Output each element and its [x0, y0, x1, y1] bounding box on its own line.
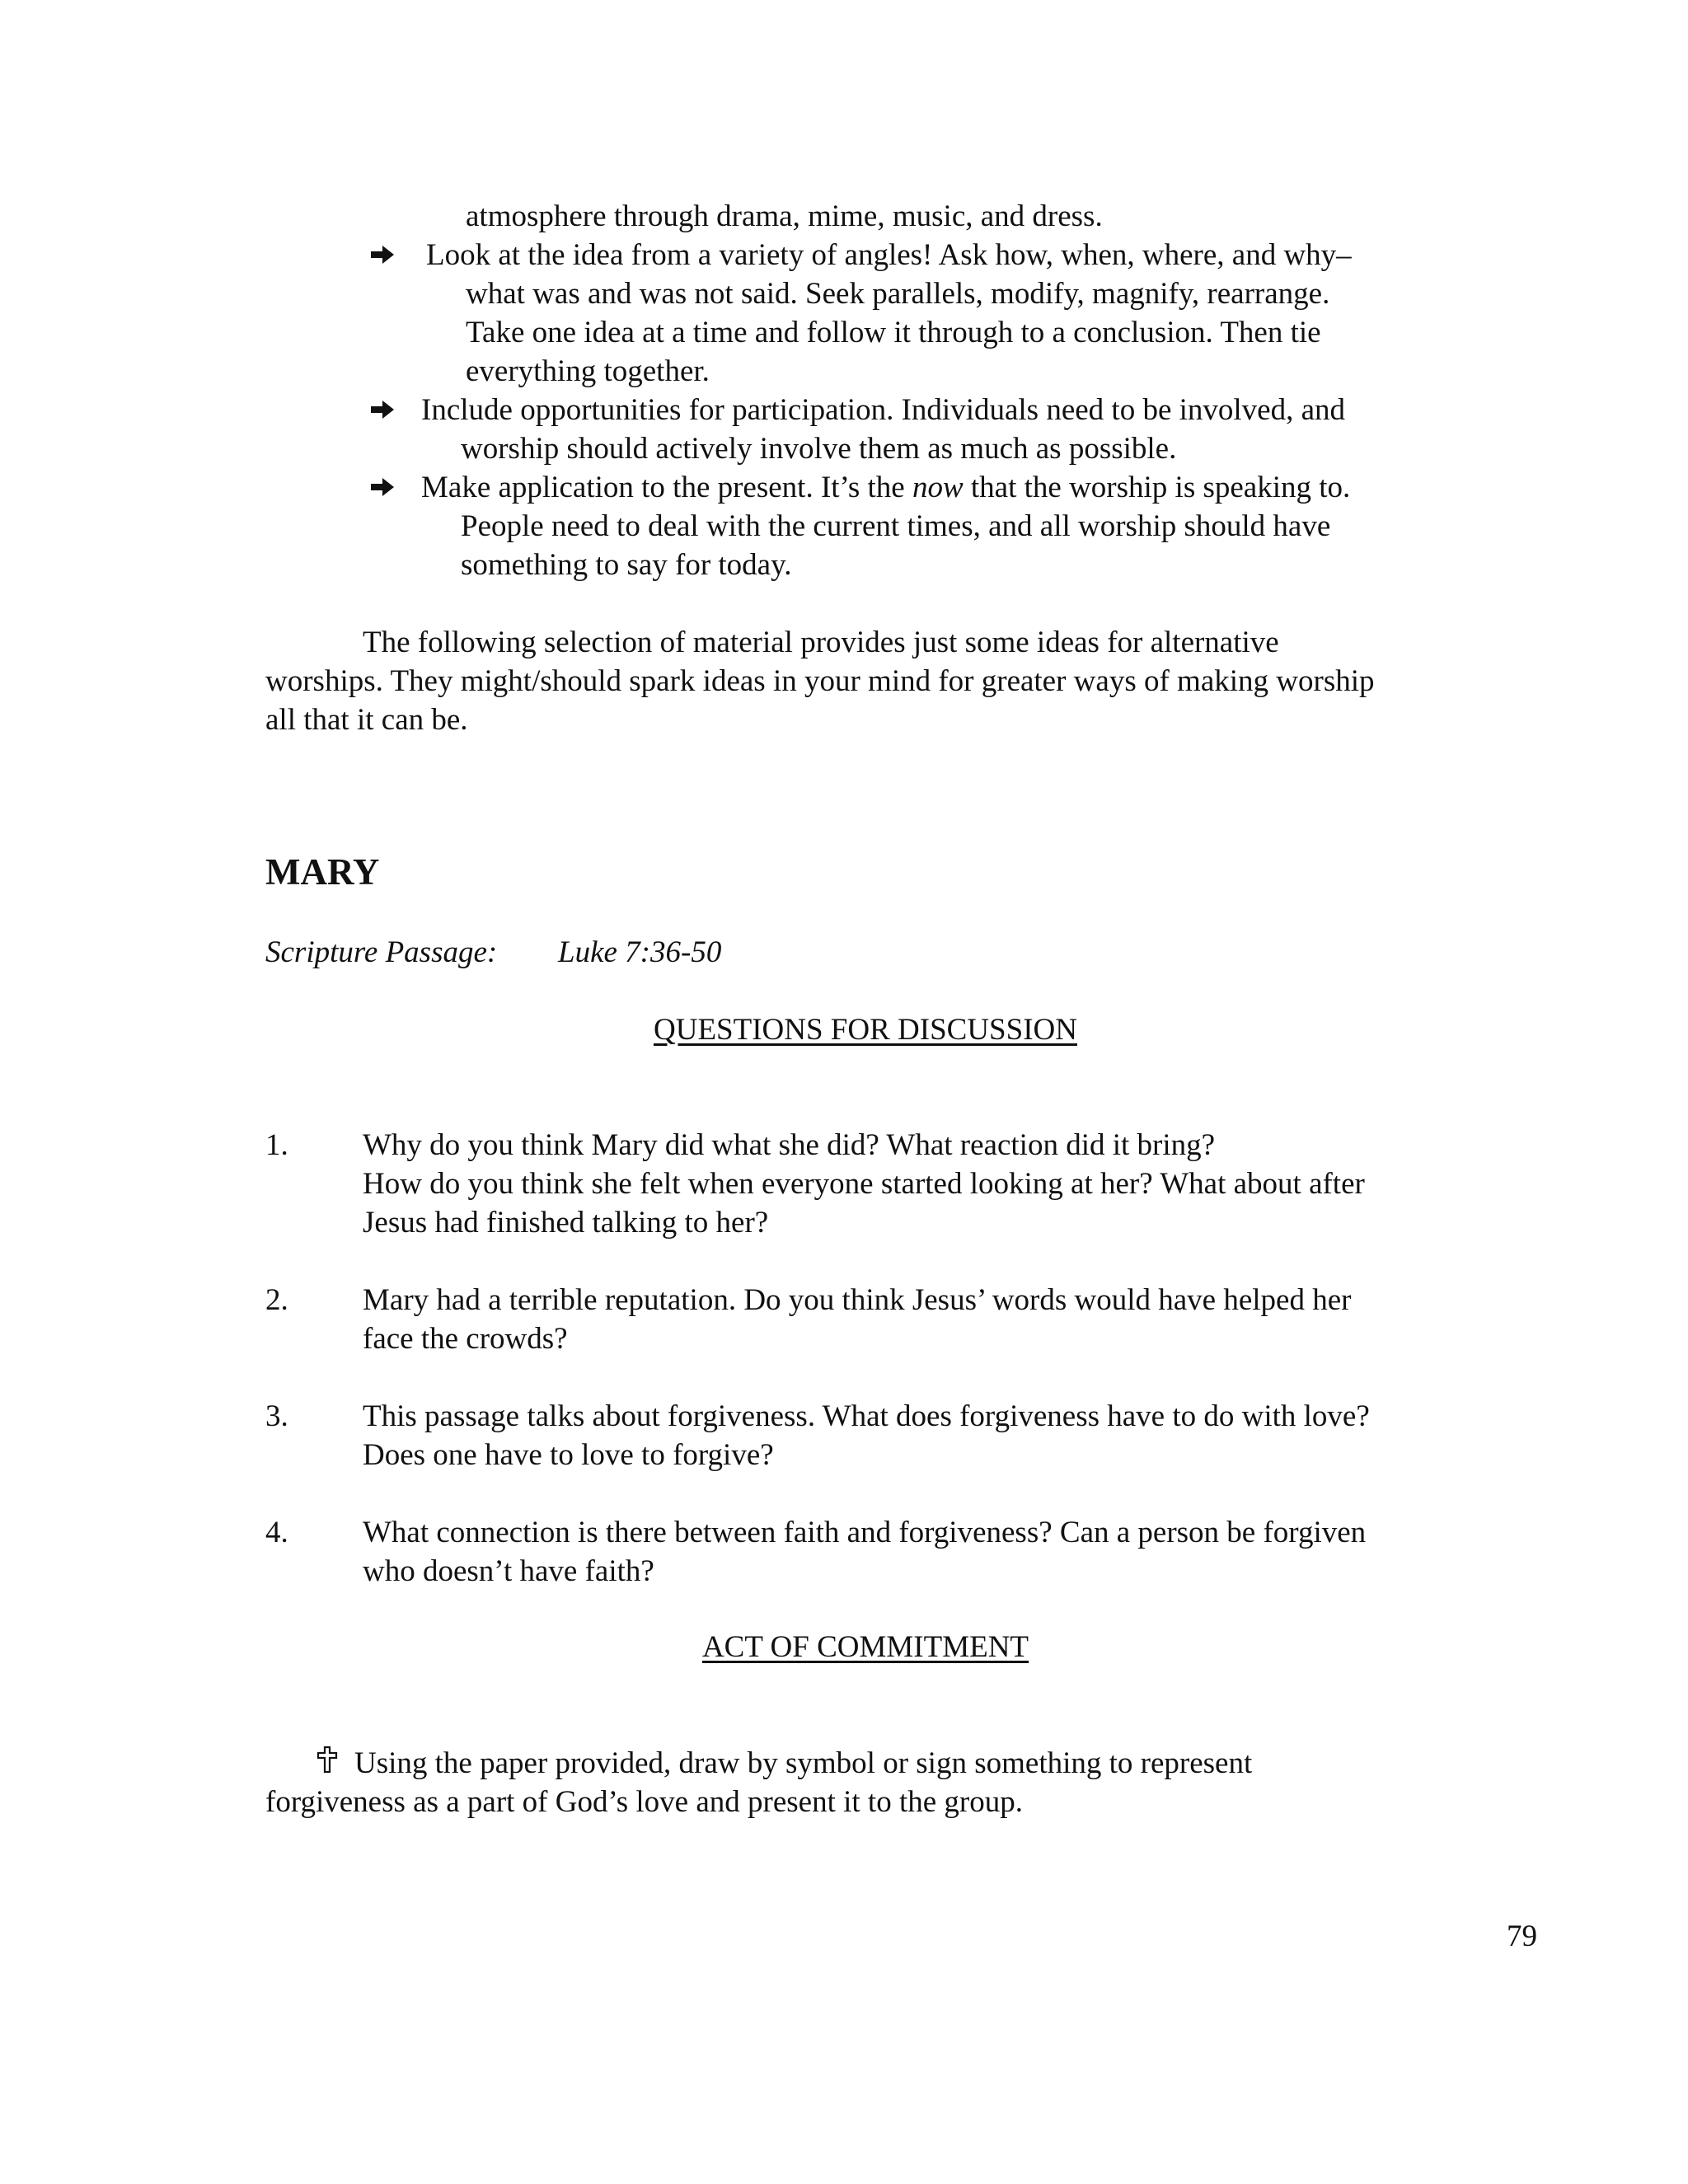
section-title: MARY [265, 851, 380, 893]
question-line: Jesus had finished talking to her? [363, 1206, 769, 1240]
cross-icon [316, 1746, 340, 1779]
bullet-line: Take one idea at a time and follow it through to a conclusion. Then tie [466, 316, 1321, 349]
bullet-line: what was and was not said. Seek parallels, modify, magnify, rearrange. [466, 277, 1330, 311]
arrow-icon [369, 236, 402, 274]
page-number: 79 [1507, 1919, 1537, 1953]
bullet-line: Include opportunities for participation. Individuals need to be involved, and [421, 393, 1346, 427]
question-number: 1. [265, 1128, 288, 1162]
commitment-line: forgiveness as a part of God’s love and present it to the group. [265, 1785, 1023, 1819]
arrow-icon [369, 391, 402, 429]
question-line: Mary had a terrible reputation. Do you think Jesus’ words would have helped her [363, 1283, 1352, 1317]
question-number: 2. [265, 1283, 288, 1317]
commitment-heading: ACT OF COMMITMENT [701, 1630, 1029, 1664]
bullet-line: worship should actively involve them as much as possible. [461, 432, 1177, 466]
paragraph-line: all that it can be. [265, 703, 468, 737]
scripture-label: Scripture Passage: [265, 935, 498, 969]
question-line: face the crowds? [363, 1322, 568, 1356]
question-line: Why do you think Mary did what she did? What reaction did it bring? [363, 1128, 1216, 1162]
question-line: Does one have to love to forgive? [363, 1438, 774, 1472]
question-line: How do you think she felt when everyone started looking at her? What about after [363, 1167, 1365, 1201]
bullet-text: that the worship is speaking to. [963, 471, 1351, 504]
bullet-line: something to say for today. [461, 548, 792, 582]
commitment-line: Using the paper provided, draw by symbol or sign something to represent [354, 1746, 1253, 1780]
bullet-continuation-line: atmosphere through drama, mime, music, and dress. [466, 199, 1103, 233]
bullet-line: Look at the idea from a variety of angles! Ask how, when, where, and why– [426, 238, 1352, 272]
question-line: This passage talks about forgiveness. What does forgiveness have to do with love? [363, 1399, 1370, 1433]
bullet-text: Make application to the present. It’s the [421, 471, 912, 504]
question-number: 3. [265, 1399, 288, 1433]
scripture-reference: Luke 7:36-50 [558, 935, 722, 969]
emphasis-text: now [912, 471, 964, 504]
bullet-line: People need to deal with the current times, and all worship should have [461, 509, 1331, 543]
bullet-line [421, 468, 1350, 507]
arrow-icon [369, 468, 402, 507]
question-line: What connection is there between faith and forgiveness? Can a person be forgiven [363, 1516, 1367, 1549]
question-number: 4. [265, 1516, 288, 1549]
paragraph-line: The following selection of material provides just some ideas for alternative [363, 626, 1279, 659]
question-line: who doesn’t have faith? [363, 1554, 654, 1588]
paragraph-line: worships. They might/should spark ideas in your mind for greater ways of making worship [265, 664, 1375, 698]
bullet-line: everything together. [466, 354, 710, 388]
questions-heading: QUESTIONS FOR DISCUSSION [654, 1013, 1077, 1047]
